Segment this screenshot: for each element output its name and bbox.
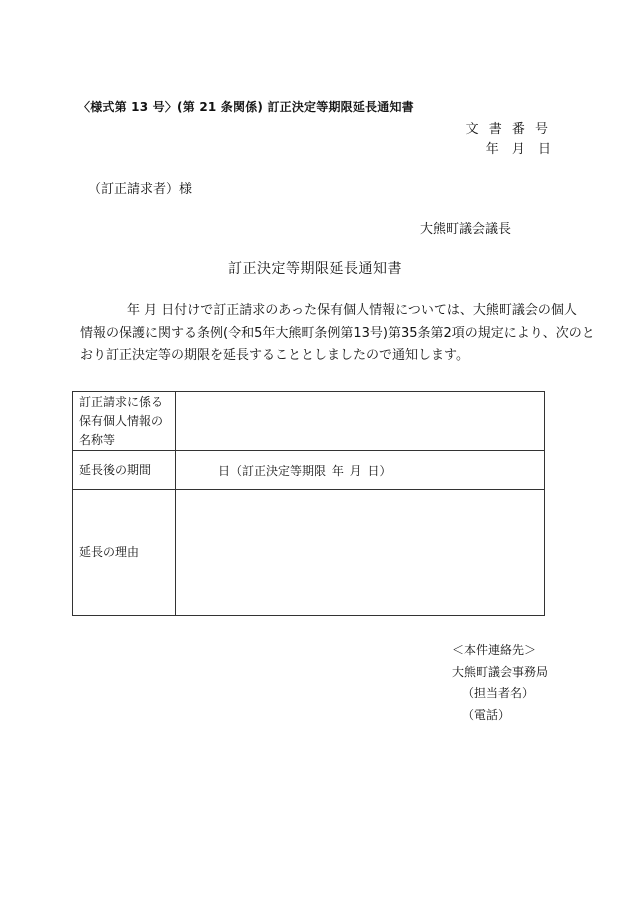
contact-heading: ＜本件連絡先＞ (452, 643, 537, 657)
contact-office: 大熊町議会事務局 (452, 664, 549, 679)
table-row (73, 490, 545, 616)
page-title: 訂正決定等期限延長通知書 (228, 261, 402, 277)
notice-body-line: 年 月 日付けで訂正請求のあった保有個人情報については、大熊町議会の個人 (127, 303, 577, 318)
extension-period-value: 日（訂正決定等期限 年 月 日） (176, 451, 545, 490)
contact-info (452, 640, 548, 726)
label-line: 訂正請求に係る (79, 394, 164, 409)
addressee: （訂正請求者）様 (88, 182, 193, 197)
label-line: 名称等 (79, 432, 116, 447)
table-row (73, 451, 545, 490)
info-name-label (73, 392, 176, 451)
label-line: 保有個人情報の (79, 413, 164, 428)
notice-body-line: おり訂正決定等の期限を延長することとしましたので通知します。 (80, 348, 469, 363)
info-name-value (176, 392, 545, 451)
table-row (73, 392, 545, 451)
notice-body (80, 300, 595, 368)
form-header: 〈様式第 13 号〉(第 21 条関係) 訂正決定等期限延長通知書 (78, 100, 414, 114)
sender: 大熊町議会議長 (419, 222, 511, 237)
extension-reason-label: 延長の理由 (73, 490, 176, 616)
extension-period-label: 延長後の期間 (73, 451, 176, 490)
document-number-label: 文 書 番 号 (465, 122, 551, 137)
notice-body-line: 情報の保護に関する条例(令和5年大熊町条例第13号)第35条第2項の規定により、次のと (80, 325, 595, 341)
contact-person: （担当者名） (462, 686, 535, 700)
details-table (72, 391, 545, 616)
document-date-label: 年 月 日 (485, 142, 551, 157)
extension-reason-value (176, 490, 545, 616)
contact-phone: （電話） (462, 707, 511, 722)
